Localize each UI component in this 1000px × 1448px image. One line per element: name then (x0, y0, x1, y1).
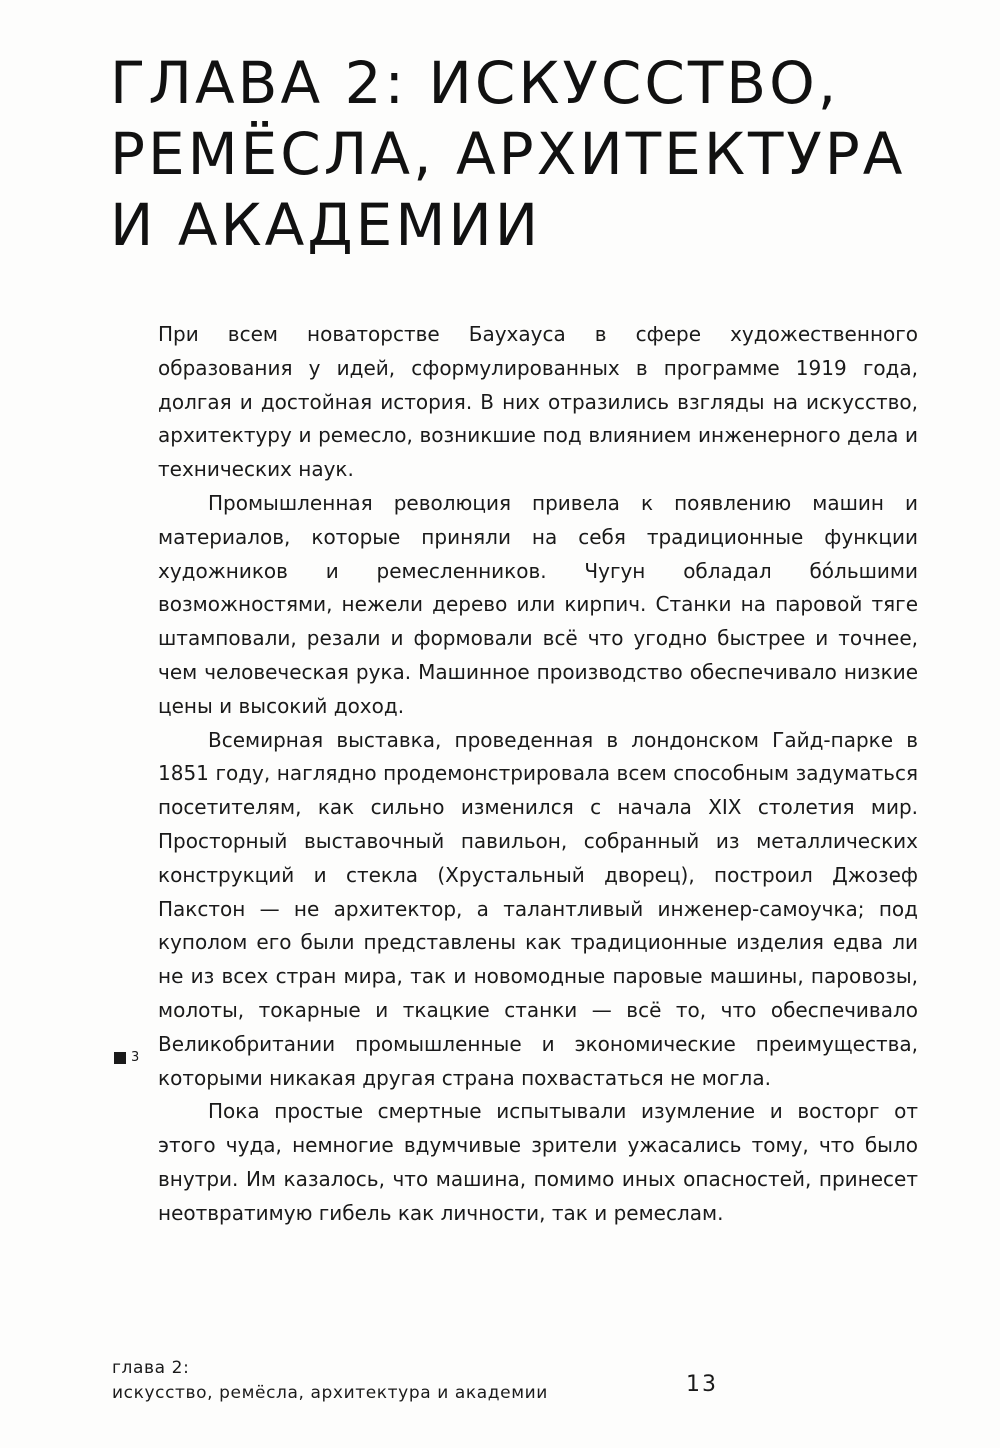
margin-note-number: 3 (131, 1050, 140, 1065)
page-number: 13 (686, 1372, 718, 1397)
body-text (158, 318, 918, 1231)
paragraph-3: Всемирная выставка, проведенная в лондонском Гайд-парке в 1851 году, наглядно продемонстрировала всем способным задуматься посетителям, как сильно изменился с начала XIX столетия мир. Просторный выставочный павильон, собранный из металлических конструкций и стекла (Хрустальный дворец), построил Джозеф Пакстон — не архитектор, а талантливый инженер-самоучка; под куполом его были представлены как традиционные изделия едва ли не из всех стран мира, так и новомодные паровые машины, паровозы, молоты, токарные и ткацкие станки — всё то, что обеспечивало Великобритании промышленные и экономические преимущества, которыми никакая другая страна похвастаться не могла. (158, 727, 918, 1090)
running-footer (112, 1356, 548, 1406)
chapter-title-line-3: И АКАДЕМИИ (110, 191, 542, 259)
running-footer-line-2: искусство, ремёсла, архитектура и академии (112, 1383, 548, 1403)
square-bullet-icon (114, 1052, 126, 1064)
paragraph-4: Пока простые смертные испытывали изумление и восторг от этого чуда, немногие вдумчивые зрители ужасались тому, что было внутри. Им казалось, что машина, помимо иных опасностей, принесет неотвратимую гибель как личности, так и ремеслам. (158, 1099, 918, 1225)
paragraph-1: При всем новаторстве Баухауса в сфере художественного образования у идей, сформулированных в программе 1919 года, долгая и достойная история. В них отразились взгляды на искусство, архитектуру и ремесло, возникшие под влиянием инженерного дела и технических наук. (158, 322, 918, 482)
chapter-title (110, 48, 970, 261)
chapter-title-line-1: ГЛАВА 2: ИСКУССТВО, (110, 49, 840, 117)
running-footer-line-1: глава 2: (112, 1358, 190, 1378)
margin-note-marker (114, 1050, 139, 1065)
paragraph-2: Промышленная революция привела к появлению машин и материалов, которые приняли на себя традиционные функции художников и ремесленников. Чугун обладал бóльшими возможностями, нежели дерево или кирпич. Станки на паровой тяге штамповали, резали и формовали всё что угодно быстрее и точнее, чем человеческая рука. Машинное производство обеспечивало низкие цены и высокий доход. (158, 490, 918, 718)
chapter-title-line-2: РЕМЁСЛА, АРХИТЕКТУРА (110, 120, 906, 188)
